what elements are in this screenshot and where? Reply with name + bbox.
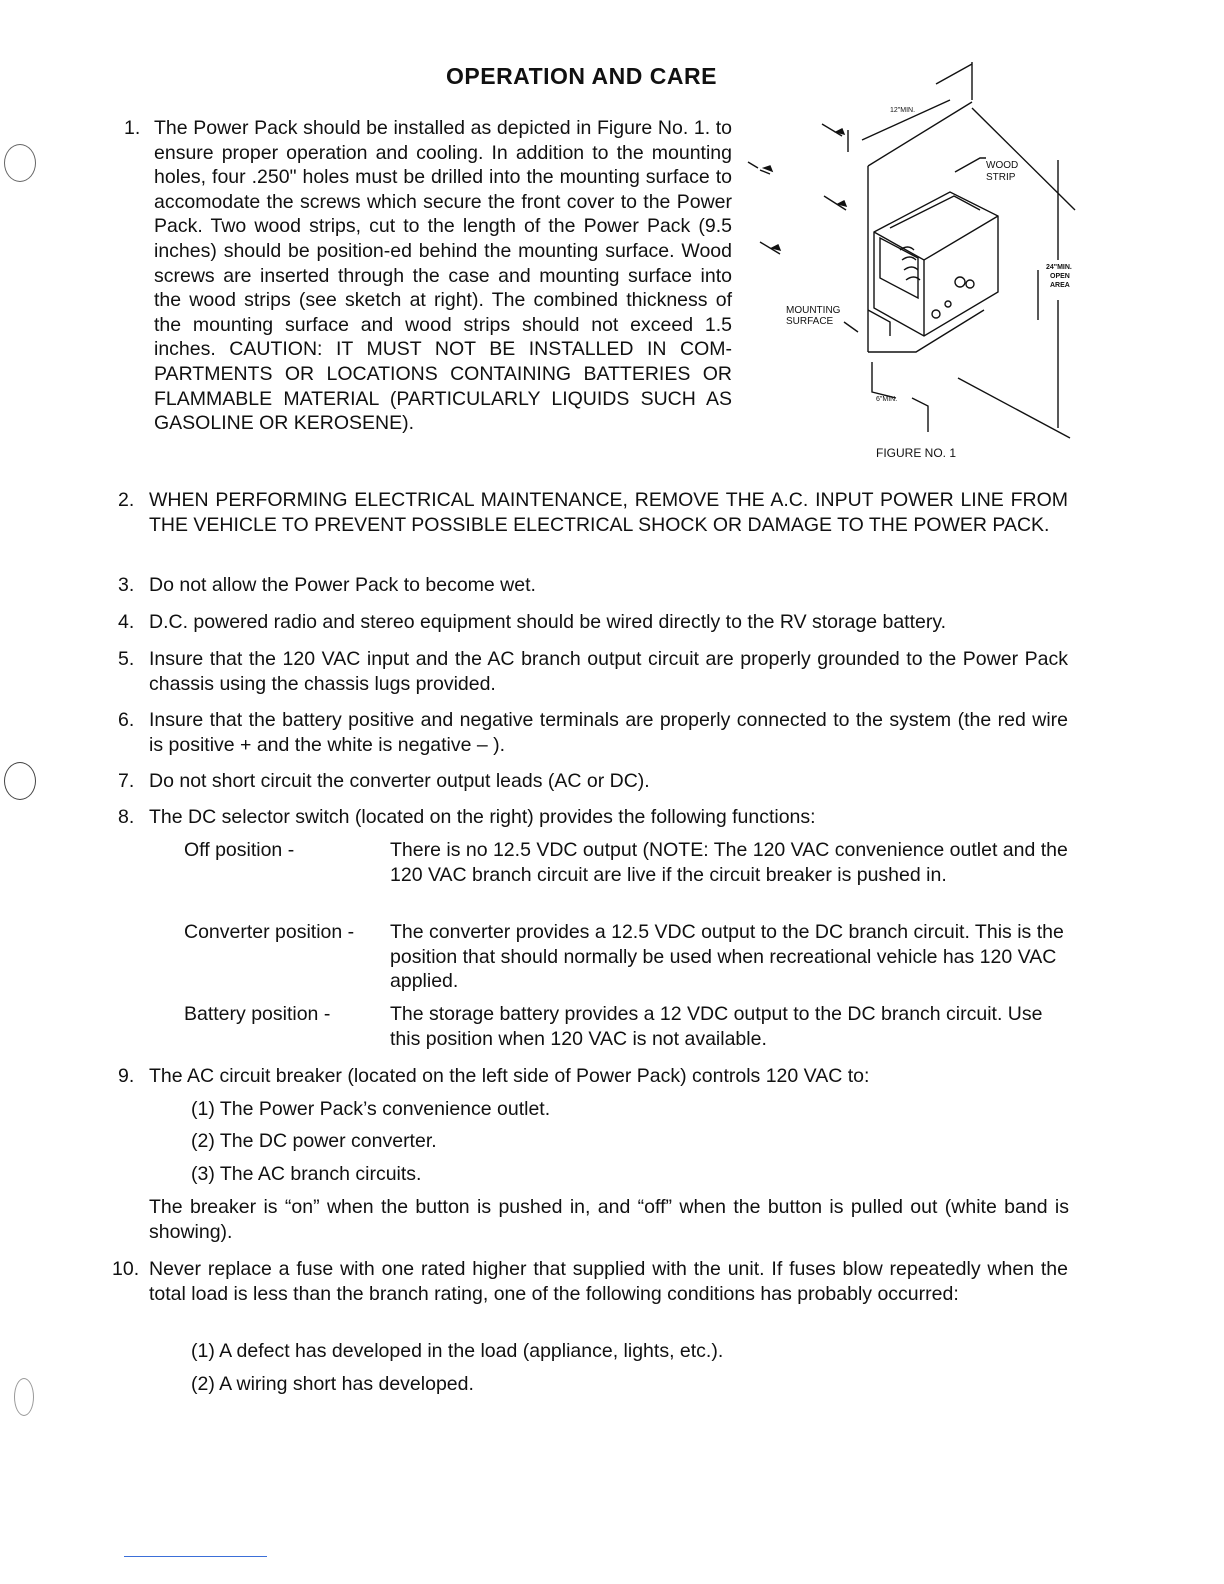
right-diagonal-top [972,108,1075,210]
instruction-item-3 [118,573,1068,598]
breaker-sub-item-3: (3) The AC branch circuits. [191,1163,422,1185]
instruction-item-8 [118,805,1068,830]
item-number: 3. [118,574,135,596]
wood-strip-leader [955,158,986,172]
item-text: The AC circuit breaker (located on the left side of Power Pack) controls 120 VAC to: [149,1065,870,1087]
label-wood-strip-1: WOOD [986,160,1019,171]
label-24-min: 24"MIN. [1046,264,1072,271]
option-label: Converter position - [184,921,355,943]
item-text: Insure that the battery positive and negative terminals are properly connected to the system (the red wire is positive + and the white is negative – ). [149,709,1068,756]
item-number: 8. [118,806,135,828]
page-title: OPERATION AND CARE [446,63,717,89]
item-number: 10. [112,1258,140,1280]
fuse-condition-1: (1) A defect has developed in the load (appliance, lights, etc.). [191,1340,724,1362]
power-pack-box [874,192,998,336]
bottom-dimension-line [912,398,928,432]
item-number: 9. [118,1065,135,1087]
item-text: Do not short circuit the converter output leads (AC or DC). [149,770,650,792]
installation-diagram [740,60,1100,480]
item-text: The Power Pack should be installed as depicted in Figure No. 1. to ensure proper operation and cooling. In addition to the mounting holes, four .250" holes must be drilled into the mounting surface to accomodate the screws which secure the front cover to the Power Pack. Two wood strips, cut to the length of the Power Pack (9.5 inches) should be position-ed behind the mounting surface. Wood screws are inserted through the case and mounting surface into the wood strips (see sketch at right). The combined thickness of the mounting surface and wood strips should not exceed 1.5 inches. CAUTION: IT MUST NOT BE INSTALLED IN COM-PARTMENTS OR LOCATIONS CONTAINING BATTERIES OR FLAMMABLE MATERIAL (PARTICULARLY LIQUIDS SUCH AS GASOLINE OR KEROSENE). [154,117,732,435]
right-diagonal-bottom [958,378,1070,438]
option-description: There is no 12.5 VDC output (NOTE: The 120 VAC convenience outlet and the 120 VAC branch circuit are live if the circuit breaker is pushed in. [390,839,1068,886]
item-text: Insure that the 120 VAC input and the AC branch output circuit are properly grounded to the Power Pack chassis using the chassis lugs provided. [149,648,1068,695]
item-text: D.C. powered radio and stereo equipment should be wired directly to the RV storage battery. [149,611,947,633]
instruction-item-7 [118,769,1068,794]
option-description: The storage battery provides a 12 VDC output to the DC branch circuit. Use this position when 120 VAC is not available. [390,1003,1043,1050]
footer-rule [124,1556,267,1557]
figure-1-installation-sketch [740,60,1100,480]
binder-hole-middle [4,762,36,800]
label-area: AREA [1050,282,1070,289]
screw-icons [748,124,858,332]
option-description: The converter provides a 12.5 VDC output to the DC branch circuit. This is the position that should normally be used when recreational vehicle has 120 VAC applied. [390,921,1064,993]
item-text: WHEN PERFORMING ELECTRICAL MAINTENANCE, REMOVE THE A.C. INPUT POWER LINE FROM THE VEHICLE TO PREVENT POSSIBLE ELECTRICAL SHOCK OR DAMAGE TO THE POWER PACK. [149,489,1068,536]
instruction-item-10 [112,1257,1068,1306]
item-number: 7. [118,770,135,792]
binder-hole-top [4,144,36,182]
binder-hole-bottom [14,1378,34,1416]
label-mounting-surface-2: SURFACE [786,316,834,327]
label-open: OPEN [1050,273,1070,280]
breaker-note: The breaker is “on” when the button is pushed in, and “off” when the button is pulled out (white band is showing). [149,1196,1069,1243]
instruction-item-1 [124,116,732,436]
label-12-min: 12"MIN. [890,107,916,114]
selector-option-off [184,838,1068,887]
label-mounting-surface-1: MOUNTING [786,305,841,316]
instruction-item-9 [118,1064,1068,1089]
instruction-item-2 [118,488,1068,537]
item-number: 4. [118,611,135,633]
instruction-item-5 [118,647,1068,696]
selector-option-battery [184,1002,1068,1051]
instruction-item-4 [118,610,1068,635]
option-label: Off position - [184,839,295,861]
option-label: Battery position - [184,1003,331,1025]
item-text: Never replace a fuse with one rated higher that supplied with the unit. If fuses blow repeatedly when the total load is less than the branch rating, one of the following conditions has probably occurred: [149,1258,1068,1305]
label-6-min: 6"MIN. [876,396,898,403]
item-text: Do not allow the Power Pack to become wet. [149,574,536,596]
top-dimension-arrow [936,64,972,84]
instruction-item-6 [118,708,1068,757]
item-number: 6. [118,709,135,731]
breaker-sub-item-2: (2) The DC power converter. [191,1130,437,1152]
item-text: The DC selector switch (located on the right) provides the following functions: [149,806,816,828]
selector-option-converter [184,920,1068,994]
item-number: 5. [118,648,135,670]
figure-caption: FIGURE NO. 1 [876,446,957,460]
item-number: 1. [124,117,141,139]
label-wood-strip-2: STRIP [986,172,1016,183]
fuse-condition-2: (2) A wiring short has developed. [191,1373,474,1395]
item-number: 2. [118,489,135,511]
breaker-sub-item-1: (1) The Power Pack’s convenience outlet. [191,1098,551,1120]
